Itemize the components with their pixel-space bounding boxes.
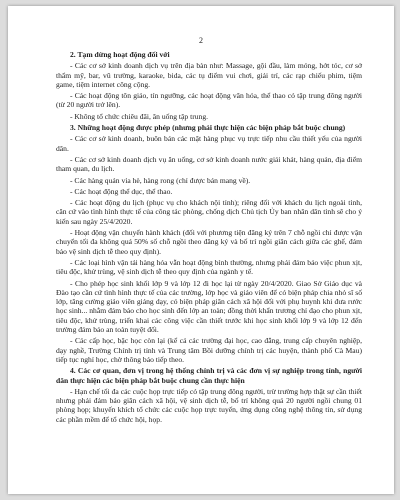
page-number: 2	[199, 36, 203, 45]
document-body	[56, 50, 362, 426]
paragraph: - Hoạt động vận chuyển hành khách (đối với phương tiện đăng ký trên 7 chỗ ngồi chỉ được vận chuyển tối đa không quá 50% số chỗ ngồi theo đăng ký và bố trí ngồi giãn cách giữa các ghế, đảm bảo vệ sinh dịch tễ theo quy định).	[56, 228, 362, 256]
paragraph: - Các hàng quán vỉa hè, hàng rong (chỉ được bán mang về).	[70, 175, 251, 185]
paragraph: - Hạn chế tối đa các cuộc họp trực tiếp có tập trung đông người, trừ trường hợp thật sự cần thiết nhưng phải đảm bảo giãn cách xã hội, vệ sinh dịch tễ, bố trí không quá 20 người ngồi chung 01 phòng họp; khuyến khích tổ chức các cuộc họp trực tuyến, ứng dụng công nghệ thông tin, sử dụng các phần mềm để tổ chức hội, họp.	[56, 386, 362, 424]
paragraph: - Các hoạt động thể dục, thể thao.	[70, 186, 173, 196]
paragraph: - Các loại hình vận tải hàng hóa vẫn hoạt động bình thường, nhưng phải đảm bảo việc phun xịt, tiêu độc, khử trùng, vệ sinh dịch tễ theo quy định của ngành y tế.	[56, 257, 362, 277]
paragraph: - Các cơ sở kinh doanh, buôn bán các mặt hàng phục vụ trực tiếp nhu cầu thiết yếu của người dân.	[56, 134, 362, 153]
paragraph: - Các cơ sở kinh doanh dịch vụ ăn uống, cơ sở kinh doanh nước giải khát, hàng quán, địa điểm tham quan, du lịch.	[56, 154, 362, 174]
section-heading: 4. Các cơ quan, đơn vị trong hệ thống chính trị và các đơn vị sự nghiệp trong tỉnh, người dân thực hiện các biện pháp bắt buộc chung cần thực hiện	[56, 366, 362, 385]
paragraph: - Các cấp học, bậc học còn lại (kể cả các trường đại học, cao đẳng, trung cấp chuyên nghiệp, dạy nghề, Trường Chính trị tỉnh và Trung tâm Bồi dưỡng chính trị các huyện, thành phố Cà Mau) tiếp tục nghỉ học, chờ thông báo tiếp theo.	[56, 336, 362, 364]
paragraph: - Không tổ chức chiêu đãi, ăn uống tập trung.	[70, 111, 209, 121]
paragraph: - Các cơ sở kinh doanh dịch vụ trên địa bàn như: Massage, gội đầu, làm móng, hớt tóc, cơ sở thẩm mỹ, bar, vũ trường, karaoke, bida, các tụ điểm vui chơi, giải trí, các rạp chiếu phim, tiệm game, tiệm internet công cộng.	[56, 61, 362, 89]
paragraph: - Các hoạt động du lịch (phục vụ cho khách nội tỉnh); riêng đối với khách du lịch ngoài tỉnh, căn cứ vào tình hình thực tế của công tác phòng, chống dịch Chủ tịch Ủy ban nhân dân tỉnh sẽ cho ý kiến sau ngày 25/4/2020.	[56, 198, 362, 226]
paragraph: - Các hoạt động tôn giáo, tín ngưỡng, các hoạt động văn hóa, thể thao có tập trung đông người (từ 20 người trở lên).	[56, 91, 362, 110]
paragraph: - Cho phép học sinh khối lớp 9 và lớp 12 đi học lại từ ngày 20/4/2020. Giao Sở Giáo dục và Đào tạo cần cứ tình hình thực tế của các trường, lớp học và giáo viên để có biện pháp chia nhỏ sĩ số lớp, tăng cường giáo viên giảng dạy, có biện pháp giãn cách xã hội đối với phụ huynh khi đưa rước học sinh... nhằm đảm bảo cho học sinh đến lớp an toàn; đồng thời khẩn trương chỉ đạo cho phun xịt, tiêu độc, khử trùng, triển khai các công việc cần thiết trước khi học sinh khối lớp 9 và lớp 12 đến trường đảm bảo an toàn tuyệt đối.	[56, 278, 362, 335]
document-page	[8, 6, 394, 494]
section-heading: 3. Những hoạt động được phép (nhưng phải thực hiện các biện pháp bắt buộc chung)	[70, 123, 346, 133]
section-heading: 2. Tạm dừng hoạt động đối với	[70, 50, 170, 59]
